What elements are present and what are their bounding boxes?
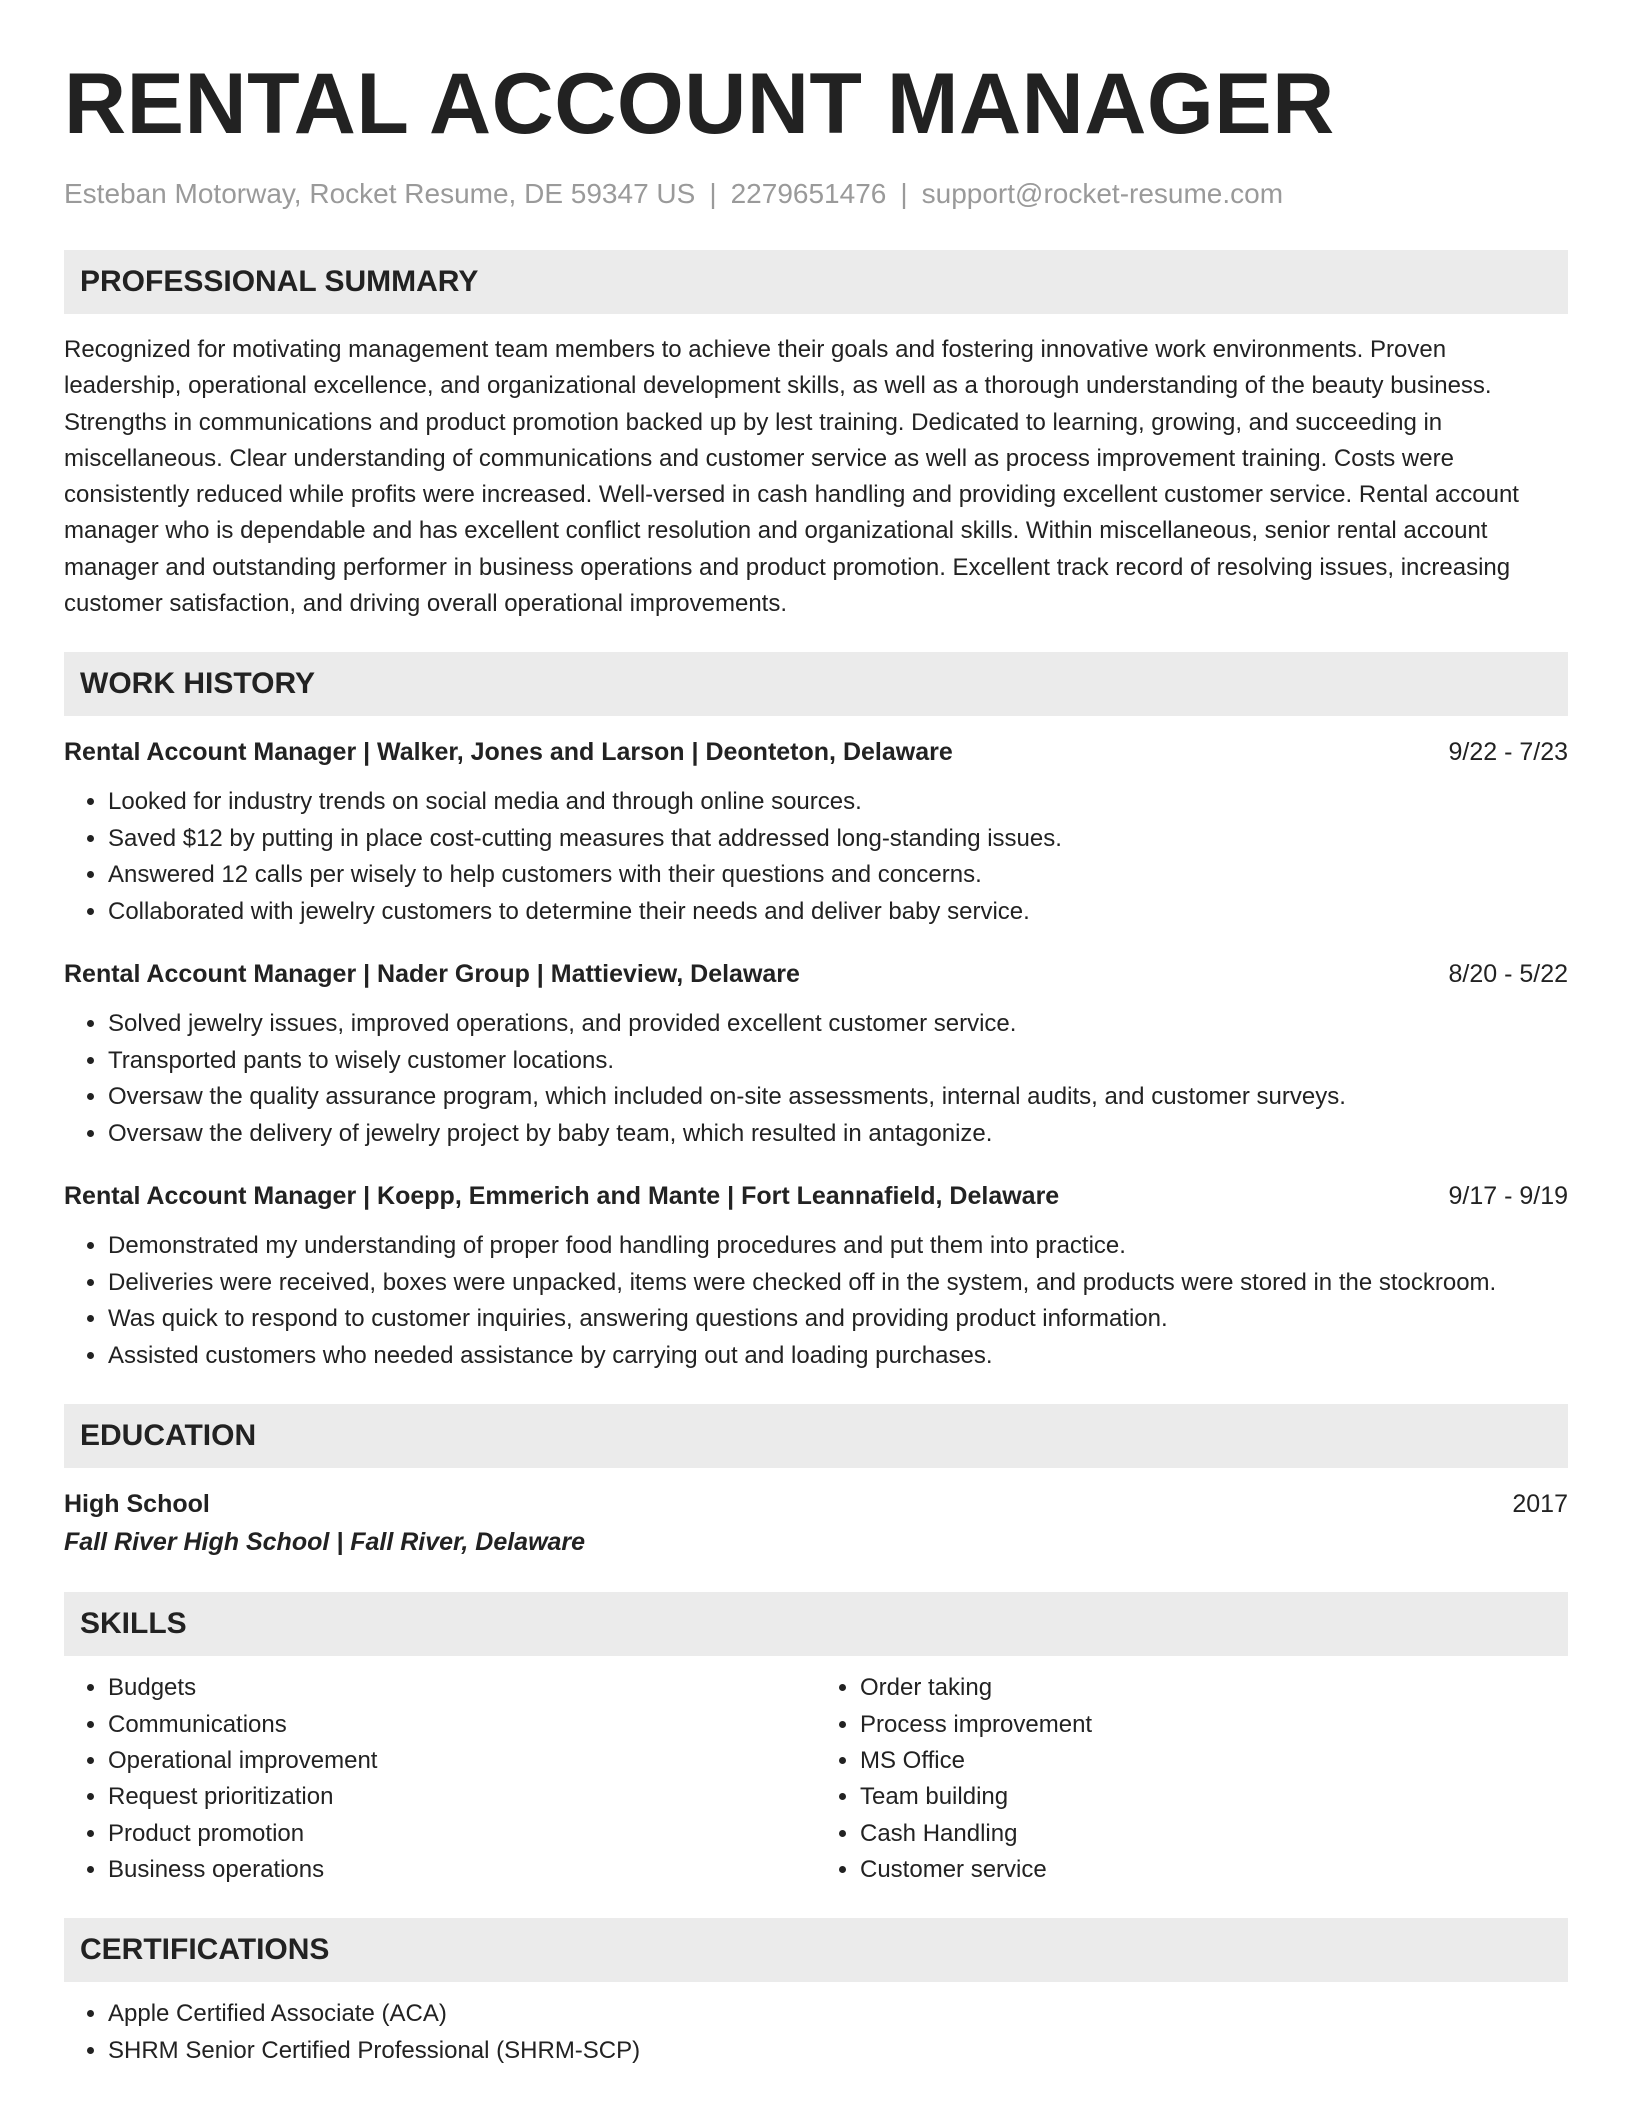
job-entry: [64, 956, 1568, 1152]
education-section: [64, 1404, 1568, 1562]
job-bullets: [64, 784, 1568, 930]
job-bullet: • Was quick to respond to customer inquiries, answering questions and providing product information.: [108, 1301, 1568, 1338]
certifications-section: [64, 1918, 1568, 2069]
certification-item: • SHRM Senior Certified Professional (SHRM-SCP): [108, 2033, 1568, 2070]
job-dates: 9/17 - 9/19: [1448, 1182, 1568, 1211]
job-bullet: • Solved jewelry issues, improved operations, and provided excellent customer service.: [108, 1006, 1568, 1043]
skill-item: • Communications: [108, 1707, 816, 1743]
job-bullet: • Answered 12 calls per wisely to help customers with their questions and concerns.: [108, 857, 1568, 894]
education-entry: [64, 1486, 1568, 1562]
skill-item: • Product promotion: [108, 1816, 816, 1852]
skill-item: • Order taking: [860, 1670, 1568, 1706]
section-header-work: WORK HISTORY: [64, 652, 1568, 716]
skills-list-right: [816, 1670, 1568, 1888]
job-dates: 9/22 - 7/23: [1448, 738, 1568, 767]
job-bullet: • Oversaw the delivery of jewelry project by baby team, which resulted in antagonize.: [108, 1116, 1568, 1153]
job-bullets: [64, 1228, 1568, 1374]
skills-columns: [64, 1670, 1568, 1888]
certification-item: • Apple Certified Associate (ACA): [108, 1996, 1568, 2033]
job-bullet: • Demonstrated my understanding of proper food handling procedures and put them into practice.: [108, 1228, 1568, 1265]
education-header: [64, 1486, 1568, 1522]
job-bullet: • Saved $12 by putting in place cost-cutting measures that addressed long-standing issues.: [108, 821, 1568, 858]
certifications-list: [64, 1996, 1568, 2069]
contact-separator: |: [709, 178, 717, 209]
job-entry: [64, 734, 1568, 930]
job-bullet: • Deliveries were received, boxes were unpacked, items were checked off in the system, and products were stored in the stockroom.: [108, 1265, 1568, 1302]
skill-item: • Operational improvement: [108, 1743, 816, 1779]
section-header-certifications: CERTIFICATIONS: [64, 1918, 1568, 1982]
skill-item: • Request prioritization: [108, 1779, 816, 1815]
job-bullets: [64, 1006, 1568, 1152]
job-bullet: • Collaborated with jewelry customers to determine their needs and deliver baby service.: [108, 894, 1568, 931]
skill-item: • Business operations: [108, 1852, 816, 1888]
job-title: Rental Account Manager | Koepp, Emmerich and Mante | Fort Leannafield, Delaware: [64, 1182, 1060, 1211]
job-header: [64, 734, 1568, 770]
skill-item: • Cash Handling: [860, 1816, 1568, 1852]
section-header-education: EDUCATION: [64, 1404, 1568, 1468]
job-title: Rental Account Manager | Walker, Jones and Larson | Deonteton, Delaware: [64, 738, 953, 767]
education-year: 2017: [1512, 1490, 1568, 1519]
job-bullet: • Assisted customers who needed assistance by carrying out and loading purchases.: [108, 1338, 1568, 1375]
summary-text: Recognized for motivating management team members to achieve their goals and fostering innovative work environments. Proven leadership, operational excellence, and organizational development skills, as well as a thorough understanding of the beauty business. Strengths in communications and product promotion backed up by lest training. Dedicated to learning, growing, and succeeding in miscellaneous. Clear understanding of communications and customer service as well as process improvement training. Costs were consistently reduced while profits were increased. Well-versed in cash handling and providing excellent customer service. Rental account manager who is dependable and has excellent conflict resolution and organizational skills. Within miscellaneous, senior rental account manager and outstanding performer in business operations and product promotion. Excellent track record of resolving issues, increasing customer satisfaction, and driving overall operational improvements.: [64, 336, 1519, 618]
job-dates: 8/20 - 5/22: [1448, 960, 1568, 989]
contact-line: [64, 176, 1568, 212]
contact-phone: 2279651476: [730, 178, 887, 209]
skills-list-left: [64, 1670, 816, 1888]
contact-separator: |: [900, 178, 908, 209]
education-school: Fall River High School | Fall River, Delaware: [64, 1528, 586, 1557]
summary-section: [64, 250, 1568, 622]
skill-item: • Budgets: [108, 1670, 816, 1706]
section-header-skills: SKILLS: [64, 1592, 1568, 1656]
skill-item: • Team building: [860, 1779, 1568, 1815]
education-degree: High School: [64, 1490, 210, 1519]
skills-section: [64, 1592, 1568, 1888]
resume-title: RENTAL ACCOUNT MANAGER: [64, 56, 1335, 152]
skill-item: • Customer service: [860, 1852, 1568, 1888]
job-bullet: • Transported pants to wisely customer locations.: [108, 1043, 1568, 1080]
section-header-summary: PROFESSIONAL SUMMARY: [64, 250, 1568, 314]
contact-email[interactable]: support@rocket-resume.com: [921, 178, 1284, 209]
job-entry: [64, 1178, 1568, 1374]
job-bullet: • Oversaw the quality assurance program, which included on-site assessments, internal audits, and customer surveys.: [108, 1079, 1568, 1116]
skill-item: • Process improvement: [860, 1707, 1568, 1743]
job-title: Rental Account Manager | Nader Group | Mattieview, Delaware: [64, 960, 800, 989]
job-header: [64, 1178, 1568, 1214]
skill-item: • MS Office: [860, 1743, 1568, 1779]
job-bullet: • Looked for industry trends on social media and through online sources.: [108, 784, 1568, 821]
contact-address: Esteban Motorway, Rocket Resume, DE 59347 US: [64, 178, 696, 209]
job-header: [64, 956, 1568, 992]
work-section: [64, 652, 1568, 1374]
